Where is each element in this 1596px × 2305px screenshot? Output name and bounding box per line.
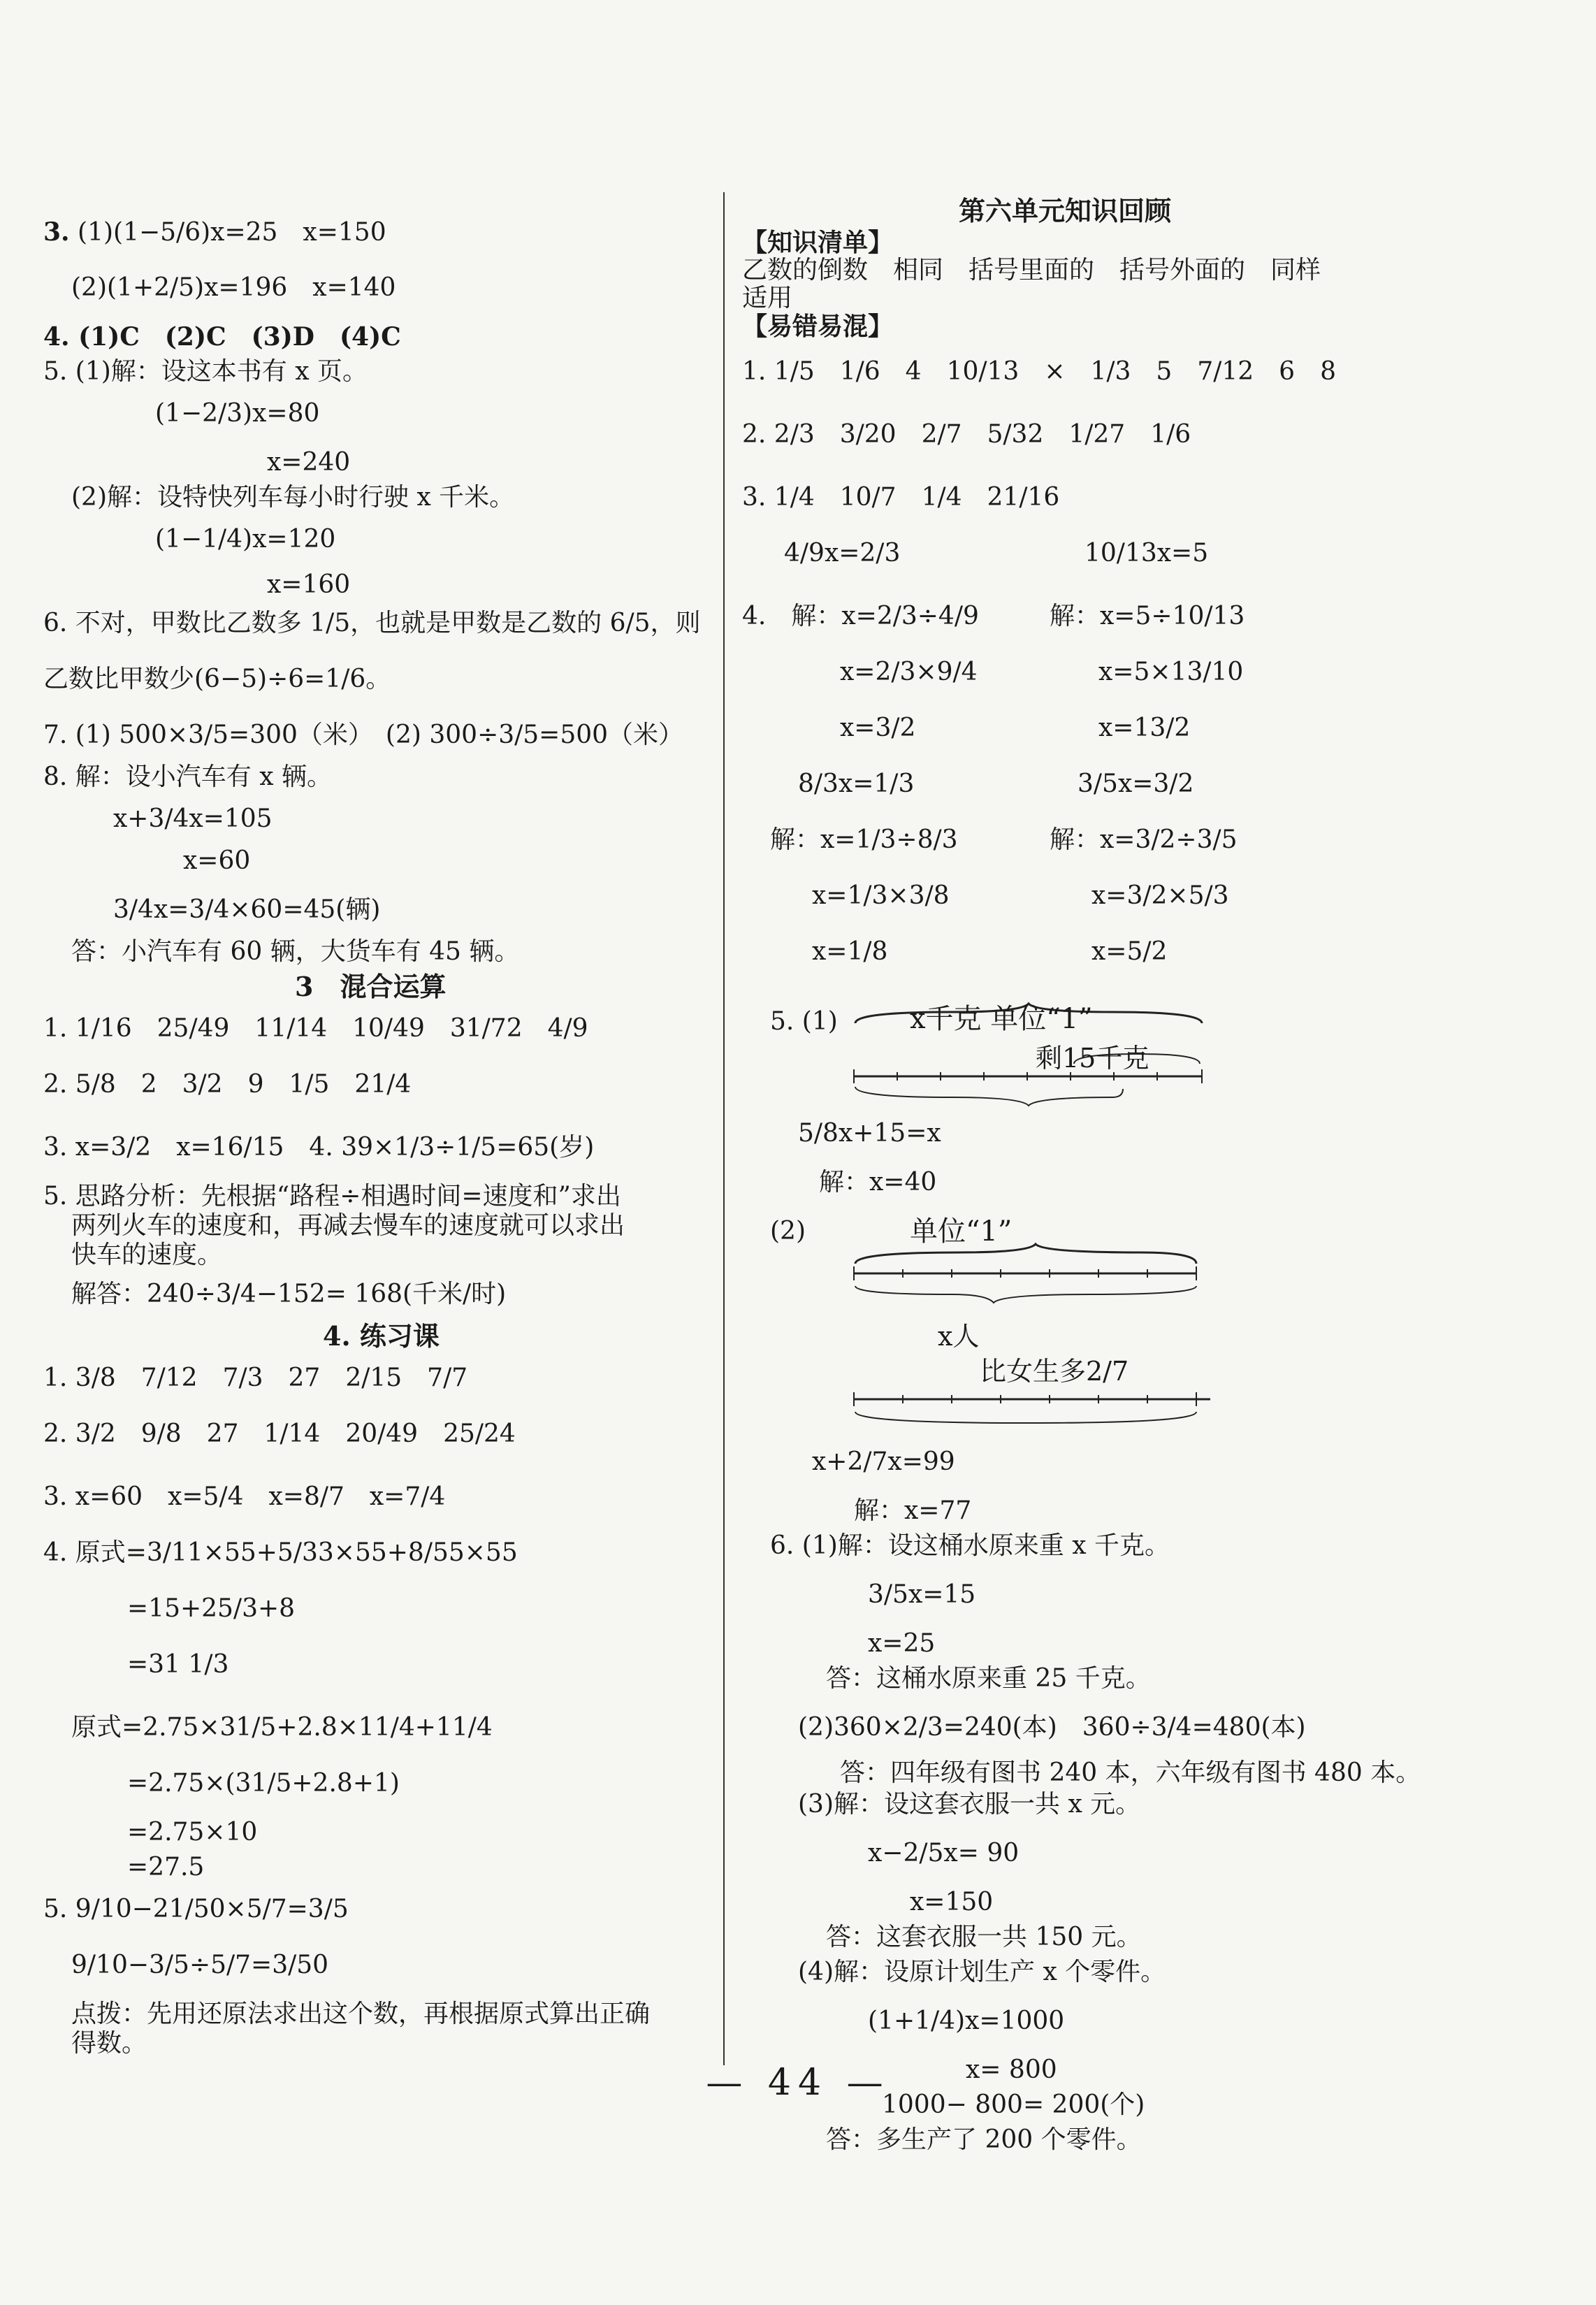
knowledge-list-line: 适用 xyxy=(742,284,793,312)
answer-conclusion: 答：这套衣服一共 150 元。 xyxy=(826,1923,1142,1951)
review-answer-6-3: (3)解：设这套衣服一共 x 元。 xyxy=(798,1790,1141,1819)
review-answer-2: 2. 2/3 3/20 2/7 5/32 1/27 1/6 xyxy=(742,420,1191,449)
answer-6: 6. 不对，甲数比乙数多 1/5，也就是甲数是乙数的 6/5，则 xyxy=(43,609,701,637)
answer-7: 7. (1) 500×3/5=300（米） (2) 300÷3/5=500（米） xyxy=(43,721,684,749)
equation: x=3/2×5/3 xyxy=(1091,881,1229,910)
equation: 解：x=5÷10/13 xyxy=(1050,602,1245,630)
diagram-label: 剩15千克 xyxy=(1036,1043,1149,1074)
equation: 10/13x=5 xyxy=(1084,539,1209,568)
equation: 解：x=77 xyxy=(854,1496,972,1525)
mixed-answer-1: 1. 1/16 25/49 11/14 10/49 31/72 4/9 xyxy=(43,1014,588,1043)
equation: (1−1/4)x=120 xyxy=(155,525,336,554)
equation: (1−2/3)x=80 xyxy=(155,399,320,428)
equation: x+3/4x=105 xyxy=(113,804,273,833)
equation: =31 1/3 xyxy=(127,1650,229,1679)
equation: 3/5x=15 xyxy=(868,1580,976,1609)
equation: 原式=2.75×31/5+2.8×11/4+11/4 xyxy=(71,1713,493,1742)
equation: x=60 xyxy=(183,846,251,875)
answer-5-1: 5. (1)解：设这本书有 x 页。 xyxy=(43,357,368,386)
equation: 4/9x=2/3 xyxy=(784,539,901,568)
equation: x−2/5x= 90 xyxy=(868,1839,1020,1867)
line-segment-diagram-2 xyxy=(847,1216,1210,1440)
review-answer-1: 1. 1/5 1/6 4 10/13 × 1/3 5 7/12 6 8 xyxy=(742,357,1336,386)
mixed-answer-5: 5. 思路分析：先根据“路程÷相遇时间=速度和”求出 xyxy=(43,1182,621,1211)
answer-conclusion: 答：这桶水原来重 25 千克。 xyxy=(826,1664,1151,1693)
review-answer-4: 4. 解：x=2/3÷4/9 xyxy=(742,602,979,630)
mixed-answer-5-cont: 快车的速度。 xyxy=(71,1241,223,1269)
knowledge-list-line: 乙数的倒数 相同 括号里面的 括号外面的 同样 xyxy=(742,256,1321,284)
equation: x= 800 xyxy=(966,2055,1057,2084)
practice-answer-3: 3. x=60 x=5/4 x=8/7 x=7/4 xyxy=(43,1482,446,1511)
answer-8-conclusion: 答：小汽车有 60 辆，大货车有 45 辆。 xyxy=(71,937,520,966)
equation: x+2/7x=99 xyxy=(812,1447,955,1476)
diagram-label: x千克 单位“1” xyxy=(910,1003,1093,1035)
equation: x=13/2 xyxy=(1098,714,1191,742)
diagram-label: x人 xyxy=(938,1321,980,1352)
review-answer-6-1: 6. (1)解：设这桶水原来重 x 千克。 xyxy=(770,1531,1170,1560)
review-answer-5-1: 5. (1) xyxy=(770,1007,838,1036)
equation: 3/4x=3/4×60=45(辆) xyxy=(113,895,381,924)
equation: =27.5 xyxy=(127,1853,205,1881)
column-divider xyxy=(723,192,725,2065)
mixed-answer-3-4: 3. x=3/2 x=16/15 4. 39×1/3÷1/5=65(岁) xyxy=(43,1133,595,1162)
equation: x=240 xyxy=(267,448,351,477)
diagram-label: 比女生多2/7 xyxy=(980,1356,1129,1387)
answer-conclusion: 答：四年级有图书 240 本，六年级有图书 480 本。 xyxy=(840,1758,1421,1787)
review-answer-6-4: (4)解：设原计划生产 x 个零件。 xyxy=(798,1958,1166,1986)
practice-answer-5: 5. 9/10−21/50×5/7=3/5 xyxy=(43,1895,349,1923)
answer-3-1: 3. (1)(1−5/6)x=25 x=150 xyxy=(43,217,386,247)
equation: 解：x=1/3÷8/3 xyxy=(770,825,958,854)
knowledge-list-heading: 【知识清单】 xyxy=(742,228,894,257)
equation: =2.75×(31/5+2.8+1) xyxy=(127,1769,400,1798)
equation: x=150 xyxy=(910,1888,994,1916)
page-number: — 44 — xyxy=(706,2062,890,2104)
answer-4: 4. (1)C (2)C (3)D (4)C xyxy=(43,322,401,352)
error-prone-heading: 【易错易混】 xyxy=(742,312,894,341)
practice-tip: 点拨：先用还原法求出这个数，再根据原式算出正确 xyxy=(71,2000,651,2028)
mixed-answer-2: 2. 5/8 2 3/2 9 1/5 21/4 xyxy=(43,1070,412,1099)
review-answer-6-2: (2)360×2/3=240(本) 360÷3/4=480(本) xyxy=(798,1713,1306,1742)
practice-answer-1: 1. 3/8 7/12 7/3 27 2/15 7/7 xyxy=(43,1364,468,1392)
review-answer-5-2: (2) xyxy=(770,1217,806,1245)
equation: x=3/2 xyxy=(840,714,916,742)
equation: =15+25/3+8 xyxy=(127,1594,296,1623)
mixed-answer-5-solution: 解答：240÷3/4−152= 168(千米/时) xyxy=(71,1280,507,1308)
equation: 8/3x=1/3 xyxy=(798,769,915,798)
equation: =2.75×10 xyxy=(127,1818,258,1847)
equation: (1+1/4)x=1000 xyxy=(868,2007,1065,2035)
equation: 解：x=3/2÷3/5 xyxy=(1050,825,1238,854)
equation: 1000− 800= 200(个) xyxy=(882,2090,1145,2119)
practice-answer-4: 4. 原式=3/11×55+5/33×55+8/55×55 xyxy=(43,1538,518,1567)
section-title-mixed: 3 混合运算 xyxy=(295,971,447,1002)
practice-answer-2: 2. 3/2 9/8 27 1/14 20/49 25/24 xyxy=(43,1419,516,1448)
practice-tip-cont: 得数。 xyxy=(71,2029,147,2058)
answer-conclusion: 答：多生产了 200 个零件。 xyxy=(826,2125,1142,2154)
equation: x=2/3×9/4 xyxy=(840,658,978,686)
answer-8: 8. 解：设小汽车有 x 辆。 xyxy=(43,763,332,791)
equation: x=1/3×3/8 xyxy=(812,881,950,910)
equation: 5/8x+15=x xyxy=(798,1119,941,1148)
equation: x=25 xyxy=(868,1629,936,1658)
equation: 9/10−3/5÷5/7=3/50 xyxy=(71,1951,329,1979)
section-title-practice: 4. 练习课 xyxy=(323,1320,440,1352)
answer-6-cont: 乙数比甲数少(6−5)÷6=1/6。 xyxy=(43,665,391,693)
section-title-unit6: 第六单元知识回顾 xyxy=(959,195,1172,226)
answer-3-2: (2)(1+2/5)x=196 x=140 xyxy=(71,273,396,302)
equation: x=1/8 xyxy=(812,937,888,966)
answer-5-2: (2)解：设特快列车每小时行驶 x 千米。 xyxy=(71,483,515,512)
diagram-label: 单位“1” xyxy=(910,1215,1013,1248)
equation: 3/5x=3/2 xyxy=(1078,769,1194,798)
equation: x=160 xyxy=(267,570,351,599)
equation: x=5×13/10 xyxy=(1098,658,1244,686)
equation: 解：x=40 xyxy=(819,1168,937,1197)
mixed-answer-5-cont: 两列火车的速度和，再减去慢车的速度就可以求出 xyxy=(71,1211,625,1240)
equation: x=5/2 xyxy=(1091,937,1168,966)
review-answer-3: 3. 1/4 10/7 1/4 21/16 xyxy=(742,483,1060,512)
